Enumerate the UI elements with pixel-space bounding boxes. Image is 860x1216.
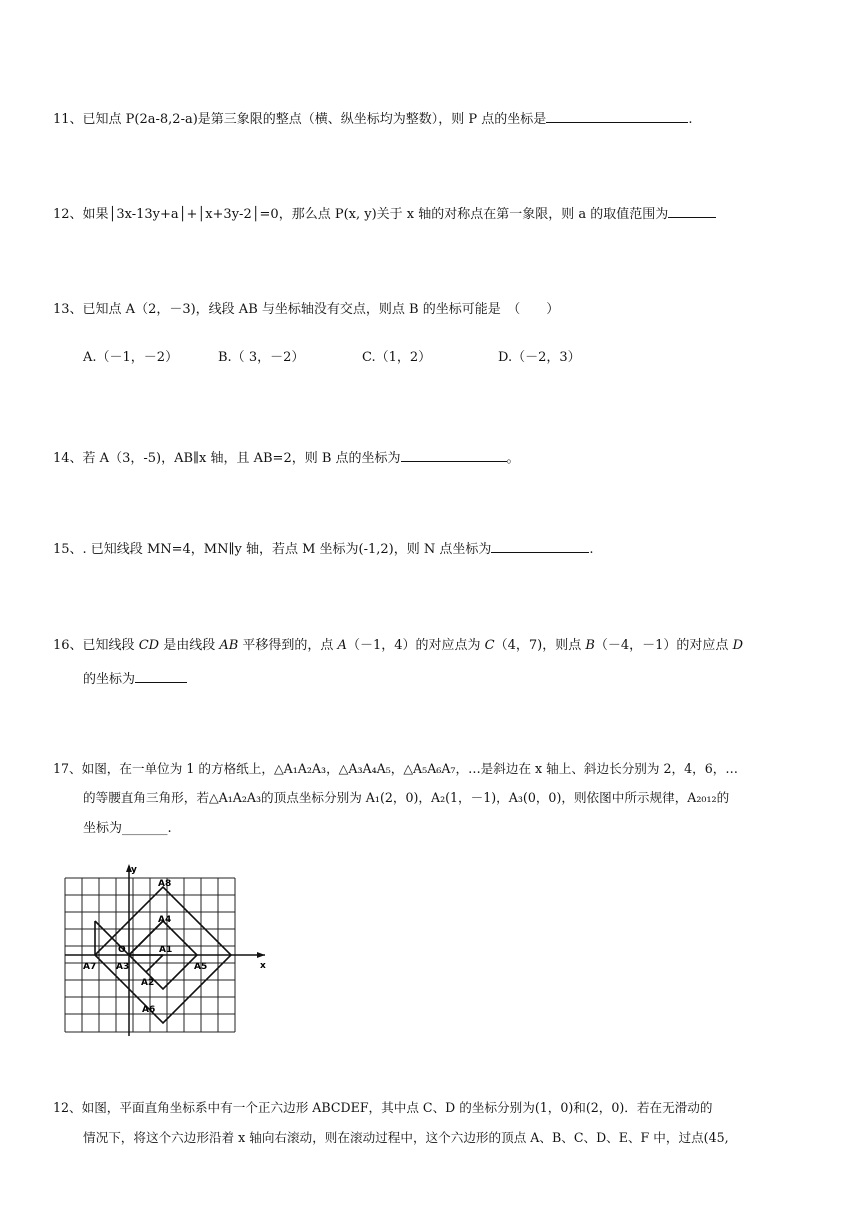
question-17-line2: 的等腰直角三角形，若△A₁A₂A₃的顶点坐标分别为 A₁(2，0)，A₂(1，－1)，A₃(0，0)，则依图中所示规律，A₂₀₁₂的: [83, 790, 730, 805]
option-d[interactable]: D.（－2，3）: [498, 350, 581, 365]
label-a7: A7: [83, 962, 97, 972]
question-16-line2: [83, 668, 187, 690]
question-14-tail: 。: [506, 451, 520, 466]
point-a: A: [337, 638, 347, 653]
option-a[interactable]: A.（－1，－2）: [83, 350, 179, 365]
question-17-line1: 17、如图，在一单位为 1 的方格纸上，△A₁A₂A₃，△A₃A₄A₅，△A₅A₆A₇，…是斜边在 x 轴上、斜边长分别为 2，4，6，…: [53, 761, 738, 776]
point-c: C: [484, 638, 495, 653]
question-18-line1: 12、如图，平面直角坐标系中有一个正六边形 ABCDEF，其中点 C、D 的坐标分别为(1，0)和(2，0)．若在无滑动的: [53, 1100, 713, 1115]
axis-x-label: x: [260, 961, 266, 971]
option-c[interactable]: C.（1，2）: [362, 350, 432, 365]
label-a5: A5: [194, 962, 208, 972]
question-16-text: （－4，－1）的对应点: [594, 638, 733, 653]
question-13-text: 13、已知点 A（2，－3)，线段 AB 与坐标轴没有交点，则点 B 的坐标可能是 （ ）: [53, 302, 560, 317]
option-b[interactable]: B.（ 3，－2）: [218, 350, 305, 365]
question-16-text: 是由线段: [159, 638, 220, 653]
question-17-line3: 坐标为_______.: [83, 821, 172, 836]
question-16-text: 的坐标为: [83, 672, 136, 687]
question-16: [53, 636, 743, 656]
question-11: [53, 108, 692, 130]
label-a6: A6: [142, 1005, 156, 1015]
answer-blank[interactable]: [401, 447, 507, 462]
answer-blank[interactable]: [668, 203, 716, 218]
origin-label: O: [118, 945, 126, 955]
point-d: D: [732, 638, 744, 653]
label-a1: A1: [159, 945, 173, 955]
question-18-line2: 情况下，将这个六边形沿着 x 轴向右滚动，则在滚动过程中，这个六边形的顶点 A、B、C、D、E、F 中，过点(45,: [83, 1130, 729, 1145]
question-16-text: （4，7)，则点: [494, 638, 586, 653]
segment-cd: CD: [138, 638, 160, 653]
question-15-text: 15、. 已知线段 MN=4，MN∥y 轴，若点 M 坐标为(-1,2)，则 N 点坐标为: [53, 542, 492, 557]
label-a8: A8: [158, 879, 172, 889]
label-a3: A3: [116, 962, 130, 972]
question-14: [53, 447, 520, 469]
question-15-tail: .: [589, 542, 594, 557]
question-11-text: 11、已知点 P(2a-8,2-a)是第三象限的整点（横、纵坐标均为整数），则 P 点的坐标是: [53, 112, 547, 127]
question-12: [53, 203, 716, 225]
label-a4: A4: [158, 915, 172, 925]
point-b: B: [585, 638, 595, 653]
label-a2: A2: [141, 978, 155, 988]
question-12-text: 12、如果│3x-13y+a│+│x+3y-2│=0，那么点 P(x, y)关于 x 轴的对称点在第一象限，则 a 的取值范围为: [53, 207, 669, 222]
question-11-tail: .: [688, 112, 693, 127]
grid-figure: [60, 860, 280, 1040]
question-14-text: 14、若 A（3，-5)，AB∥x 轴，且 AB=2，则 B 点的坐标为: [53, 451, 401, 466]
segment-ab: AB: [219, 638, 239, 653]
question-16-text: 平移得到的，点: [238, 638, 338, 653]
question-16-text: （－1，4）的对应点为: [346, 638, 485, 653]
question-16-text: 16、已知线段: [53, 638, 139, 653]
answer-blank[interactable]: [135, 668, 187, 683]
question-13: [53, 300, 559, 320]
answer-blank[interactable]: [546, 108, 688, 123]
axis-y-label: y: [131, 865, 137, 875]
question-15: [53, 538, 594, 560]
answer-blank[interactable]: [491, 538, 589, 553]
x-axis-arrow: [257, 952, 265, 958]
